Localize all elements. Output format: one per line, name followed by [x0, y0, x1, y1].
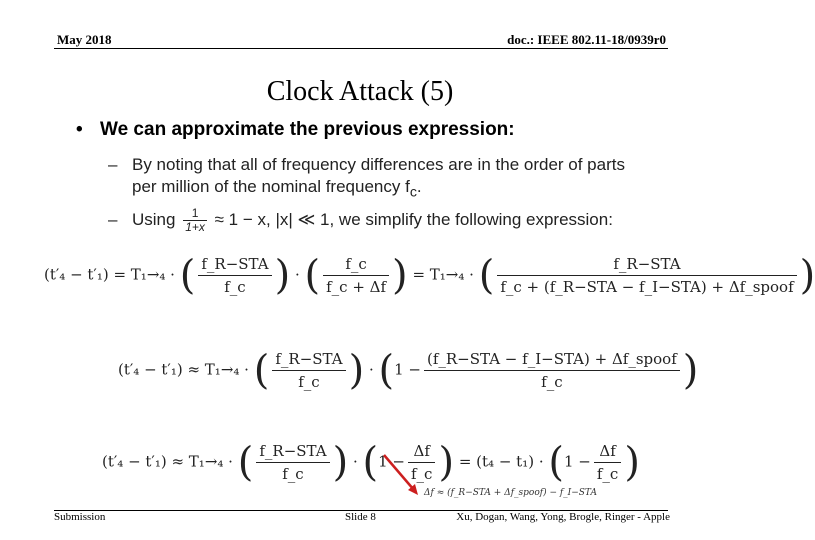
eq1-frac2-den: f_c + Δf	[326, 278, 387, 296]
eq3-frac1-num: f_R−STA	[256, 442, 329, 463]
dash-marker-2: –	[108, 209, 118, 229]
eq1-mid: = T₁→₄ ·	[412, 265, 474, 284]
equation-3: (t′₄ − t′₁) ≈ T₁→₄ · ( f_R−STA f_c ) · (1 − $\frac{\Delta f}{f\_c}$ ) = (t₄ − t₁) · (1 − $\frac{\Delta f}{f\_c}$ )	[102, 439, 640, 486]
eq1-frac2-num: f_c	[323, 255, 389, 276]
footer-slide-number: Slide 8	[345, 511, 376, 523]
sub-bullet-1-line2: per million of the nominal frequency f	[132, 177, 410, 196]
arrow-line	[384, 455, 414, 490]
equation-2: (t′₄ − t′₁) ≈ T₁→₄ · ( f_R−STA f_c ) · (1 − (f_R−STA − f_I−STA) + Δf_spoof f_c )	[118, 347, 699, 394]
inline-fraction-den: 1+x	[185, 220, 205, 234]
eq2-frac2-num: (f_R−STA − f_I−STA) + Δf_spoof	[424, 350, 680, 371]
sub-bullet-1-line1: By noting that all of frequency differences are in the order of parts	[132, 155, 625, 174]
footer-authors: Xu, Dogan, Wang, Yong, Brogle, Ringer - Apple	[456, 511, 670, 523]
sub-bullet-2-pre: Using	[132, 209, 176, 229]
sub-bullet-1-end: .	[416, 177, 422, 196]
eq3-frac3-num: Δf	[594, 442, 621, 463]
eq3-frac1-den: f_c	[282, 465, 304, 483]
eq1-frac1-num: f_R−STA	[198, 255, 271, 276]
header-date: May 2018	[57, 32, 112, 47]
bullet-text: We can approximate the previous expression:	[100, 119, 515, 140]
equation-1: (t′₄ − t′₁) = T₁→₄ · ( f_R−STA f_c ) · ( $\frac{f\_c}{f\_c + \Delta f}$ ) = T₁→₄ · ( f_R−STA f_c + (f_R−STA − f_I−STA) + Δf_spoof )	[44, 252, 815, 299]
eq2-frac2-den: f_c	[541, 373, 563, 391]
eq3-mid: = (t₄ − t₁) ·	[458, 452, 544, 471]
eq3-frac2-num: Δf	[408, 442, 435, 463]
eq3-frac3-den: f_c	[596, 465, 619, 483]
eq3-one-b: 1 −	[563, 452, 591, 471]
eq3-lhs: (t′₄ − t′₁) ≈ T₁→₄ ·	[102, 452, 233, 471]
footer-submission: Submission	[54, 511, 106, 523]
inline-fraction-num: 1	[183, 207, 207, 221]
eq1-frac1-den: f_c	[224, 278, 246, 296]
sub-bullet-2-post: ≈ 1 − x, |x| ≪ 1, we simplify the following expression:	[214, 209, 613, 229]
delta-f-annotation: Δf ≈ (f_R−STA + Δf_spoof) − f_I−STA	[424, 488, 597, 498]
bullet-marker: •	[76, 119, 83, 140]
eq1-lhs: (t′₄ − t′₁) = T₁→₄ ·	[44, 265, 175, 284]
eq2-frac1-num: f_R−STA	[272, 350, 345, 371]
eq3-one: 1 −	[378, 452, 405, 471]
eq1-frac3-den: f_c + (f_R−STA − f_I−STA) + Δf_spoof	[500, 278, 794, 296]
eq2-one: 1 −	[394, 360, 421, 379]
eq2-lhs: (t′₄ − t′₁) ≈ T₁→₄ ·	[118, 360, 249, 379]
slide-title: Clock Attack (5)	[266, 76, 454, 107]
eq1-frac3-num: f_R−STA	[497, 255, 796, 276]
dash-marker: –	[108, 155, 118, 174]
header-doc-id: doc.: IEEE 802.11-18/0939r0	[507, 32, 666, 47]
eq2-frac1-den: f_c	[298, 373, 320, 391]
eq3-frac2-den: f_c	[410, 465, 433, 483]
sub-bullet-1-subscript: c	[409, 184, 417, 201]
